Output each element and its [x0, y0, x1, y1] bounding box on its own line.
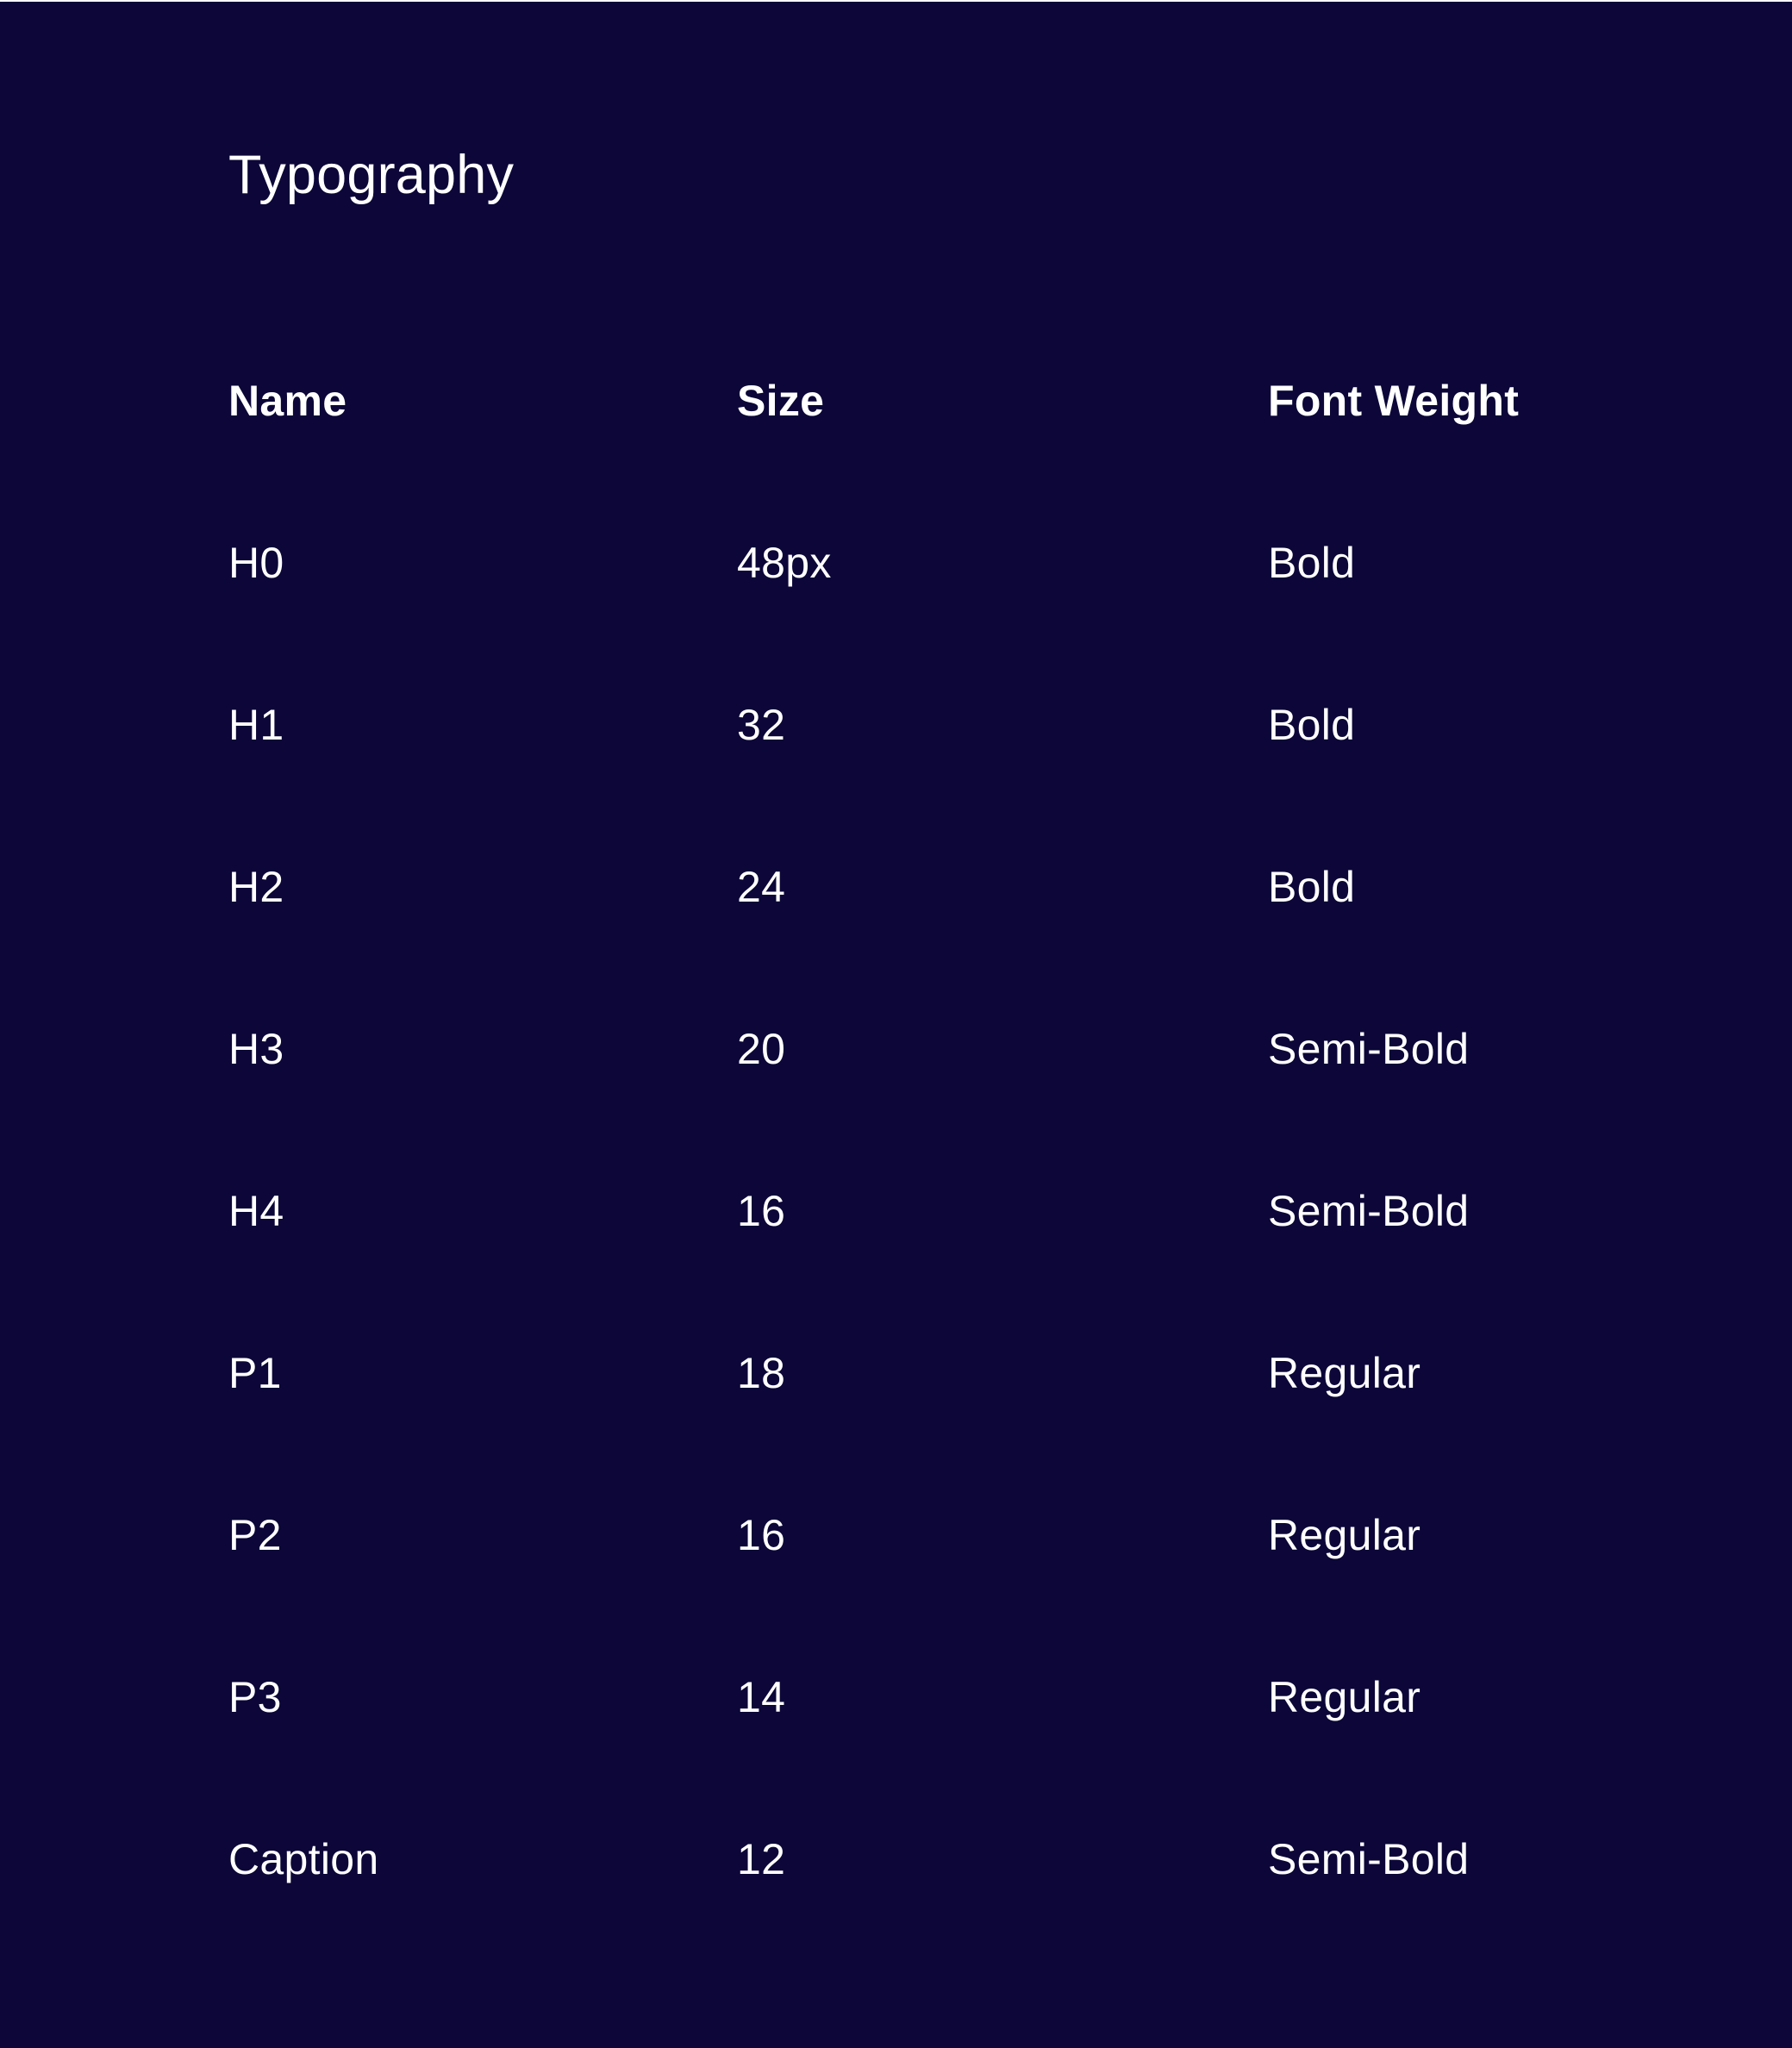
row-h4-size: 16 — [737, 1187, 786, 1235]
column-header-name: Name — [228, 377, 347, 425]
row-p2-weight: Regular — [1268, 1511, 1421, 1559]
row-h3-name: H3 — [228, 1025, 284, 1073]
row-p1-size: 18 — [737, 1349, 786, 1397]
row-h4-name: H4 — [228, 1187, 284, 1235]
row-p3-name: P3 — [228, 1673, 282, 1721]
row-h1-size: 32 — [737, 701, 786, 749]
row-h3-size: 20 — [737, 1025, 786, 1073]
row-h1-name: H1 — [228, 701, 284, 749]
row-h1-weight: Bold — [1268, 701, 1356, 749]
row-p3-size: 14 — [737, 1673, 786, 1721]
row-p2-size: 16 — [737, 1511, 786, 1559]
row-h2-weight: Bold — [1268, 863, 1356, 911]
row-h0-name: H0 — [228, 539, 284, 587]
column-header-font-weight: Font Weight — [1268, 377, 1520, 425]
row-p1-weight: Regular — [1268, 1349, 1421, 1397]
row-h0-size: 48px — [737, 539, 832, 587]
row-caption-weight: Semi-Bold — [1268, 1835, 1470, 1883]
top-border — [0, 0, 1792, 2]
row-h4-weight: Semi-Bold — [1268, 1187, 1470, 1235]
row-h0-weight: Bold — [1268, 539, 1356, 587]
row-p1-name: P1 — [228, 1349, 282, 1397]
row-h3-weight: Semi-Bold — [1268, 1025, 1470, 1073]
row-caption-name: Caption — [228, 1835, 379, 1883]
row-p3-weight: Regular — [1268, 1673, 1421, 1721]
page-title: Typography — [228, 145, 515, 205]
row-h2-name: H2 — [228, 863, 284, 911]
row-caption-size: 12 — [737, 1835, 786, 1883]
row-p2-name: P2 — [228, 1511, 282, 1559]
row-h2-size: 24 — [737, 863, 786, 911]
column-header-size: Size — [737, 377, 825, 425]
